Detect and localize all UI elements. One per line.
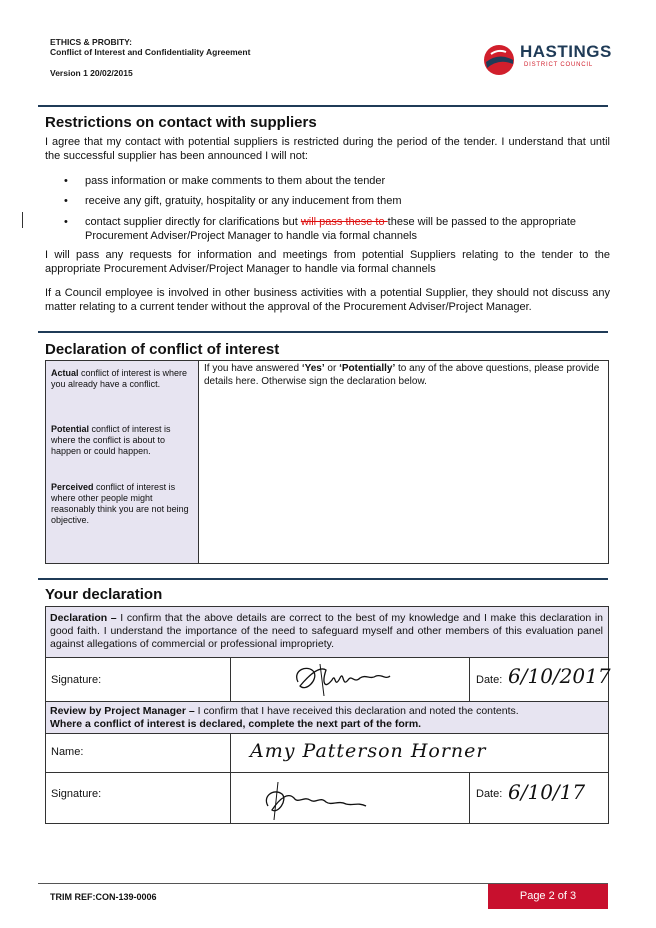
divider bbox=[469, 773, 470, 823]
bullet3-post: these will be passed to the appropriate Procurement Adviser/Project Manager to handle via formal channels bbox=[85, 216, 576, 242]
potential-term: Potential bbox=[51, 424, 90, 434]
date2-value[interactable]: 6/10/17 bbox=[508, 780, 586, 804]
declaration-statement bbox=[50, 612, 603, 651]
section-rule bbox=[38, 105, 608, 107]
header-title: ETHICS & PROBITY: bbox=[50, 37, 133, 47]
header-subtitle: Conflict of Interest and Confidentiality Agreement bbox=[50, 47, 251, 57]
actual-text: conflict of interest is where you already have a conflict. bbox=[51, 368, 188, 389]
version-label: Version 1 20/02/2015 bbox=[50, 68, 133, 78]
details-post: to any of the above questions, please provide details here. Otherwise sign the declaration below. bbox=[204, 363, 600, 387]
coi-title: Declaration of conflict of interest bbox=[45, 341, 280, 358]
name-label: Name: bbox=[51, 746, 84, 758]
trim-ref: TRIM REF:CON-139-0006 bbox=[50, 892, 157, 902]
section-rule bbox=[38, 331, 608, 333]
perceived-text: conflict of interest is where other people might reasonably think you are not being objective. bbox=[51, 482, 189, 525]
hastings-logo bbox=[482, 40, 612, 80]
page-number: Page 2 of 3 bbox=[519, 890, 577, 902]
signature2-field[interactable] bbox=[258, 776, 378, 822]
logo-emblem-icon bbox=[482, 42, 518, 78]
bullet-marker: • bbox=[64, 195, 68, 207]
revision-bar bbox=[22, 212, 23, 228]
bullet-item: pass information or make comments to them about the tender bbox=[85, 175, 386, 187]
handwritten-signature-icon bbox=[290, 660, 400, 700]
actual-definition bbox=[51, 368, 194, 390]
perceived-definition bbox=[51, 482, 194, 526]
review-lead: Review by Project Manager – bbox=[50, 705, 195, 717]
restrictions-para2: I will pass any requests for information and meetings from potential Suppliers relating to the tender to the appropriate Procurement Adviser/Project Manager to handle via formal channels bbox=[45, 249, 610, 275]
perceived-term: Perceived bbox=[51, 482, 94, 492]
restrictions-intro: I agree that my contact with potential suppliers is restricted during the period of the tender. I understand that until the successful supplier has been announced I will not: bbox=[45, 136, 610, 162]
date-value[interactable]: 6/10/2017 bbox=[508, 664, 611, 688]
bullet-marker: • bbox=[64, 216, 68, 228]
date-label: Date: bbox=[476, 674, 503, 686]
struck-text: will pass these to bbox=[300, 216, 388, 228]
bullet3-pre: contact supplier directly for clarifications but bbox=[85, 216, 301, 228]
divider bbox=[230, 773, 231, 823]
actual-term: Actual bbox=[51, 368, 79, 378]
details-potentially: ‘Potentially’ bbox=[339, 363, 396, 374]
review-text: I confirm that I have received this declaration and noted the contents. bbox=[194, 705, 519, 717]
your-declaration-title: Your declaration bbox=[45, 586, 163, 603]
section-rule bbox=[38, 578, 608, 580]
divider bbox=[230, 658, 231, 701]
logo-name: HASTINGS bbox=[520, 42, 612, 61]
date2-label: Date: bbox=[476, 788, 503, 800]
signature2-label: Signature: bbox=[51, 788, 102, 800]
name-value[interactable]: Amy Patterson Horner bbox=[250, 740, 487, 762]
declaration-text: I confirm that the above details are correct to the best of my knowledge and I make this declaration in good faith. I understand the importance of the need to safeguard myself and other members of this evaluation panel against allegations of commercial or professional impropriety. bbox=[50, 612, 603, 650]
potential-definition bbox=[51, 424, 194, 457]
divider bbox=[230, 734, 231, 772]
signature-field[interactable] bbox=[290, 660, 400, 700]
declaration-lead: Declaration – bbox=[50, 612, 117, 624]
review-line2: Where a conflict of interest is declared, complete the next part of the form. bbox=[50, 718, 422, 730]
divider bbox=[469, 658, 470, 701]
details-yes: ‘Yes’ bbox=[301, 363, 325, 374]
bullet-marker: • bbox=[64, 175, 68, 187]
logo-sub: DISTRICT COUNCIL bbox=[524, 62, 594, 68]
review-line1 bbox=[50, 705, 603, 718]
bullet-item: receive any gift, gratuity, hospitality or any inducement from them bbox=[85, 195, 402, 207]
signature-label: Signature: bbox=[51, 674, 102, 686]
restrictions-title: Restrictions on contact with suppliers bbox=[45, 114, 317, 131]
handwritten-signature-icon bbox=[258, 776, 378, 822]
coi-definitions-cell bbox=[46, 361, 199, 563]
restrictions-para3: If a Council employee is involved in other business activities with a potential Supplier, they should not discuss any matter relating to a current tender without the approval of the Procurement Adviser/Project Manager. bbox=[45, 287, 610, 313]
potential-text: conflict of interest is where the conflict is about to happen or could happen. bbox=[51, 424, 171, 456]
coi-details-field[interactable] bbox=[204, 363, 604, 388]
details-pre: If you have answered bbox=[204, 363, 302, 374]
bullet-item-3 bbox=[85, 215, 610, 243]
details-or: or bbox=[324, 363, 340, 374]
